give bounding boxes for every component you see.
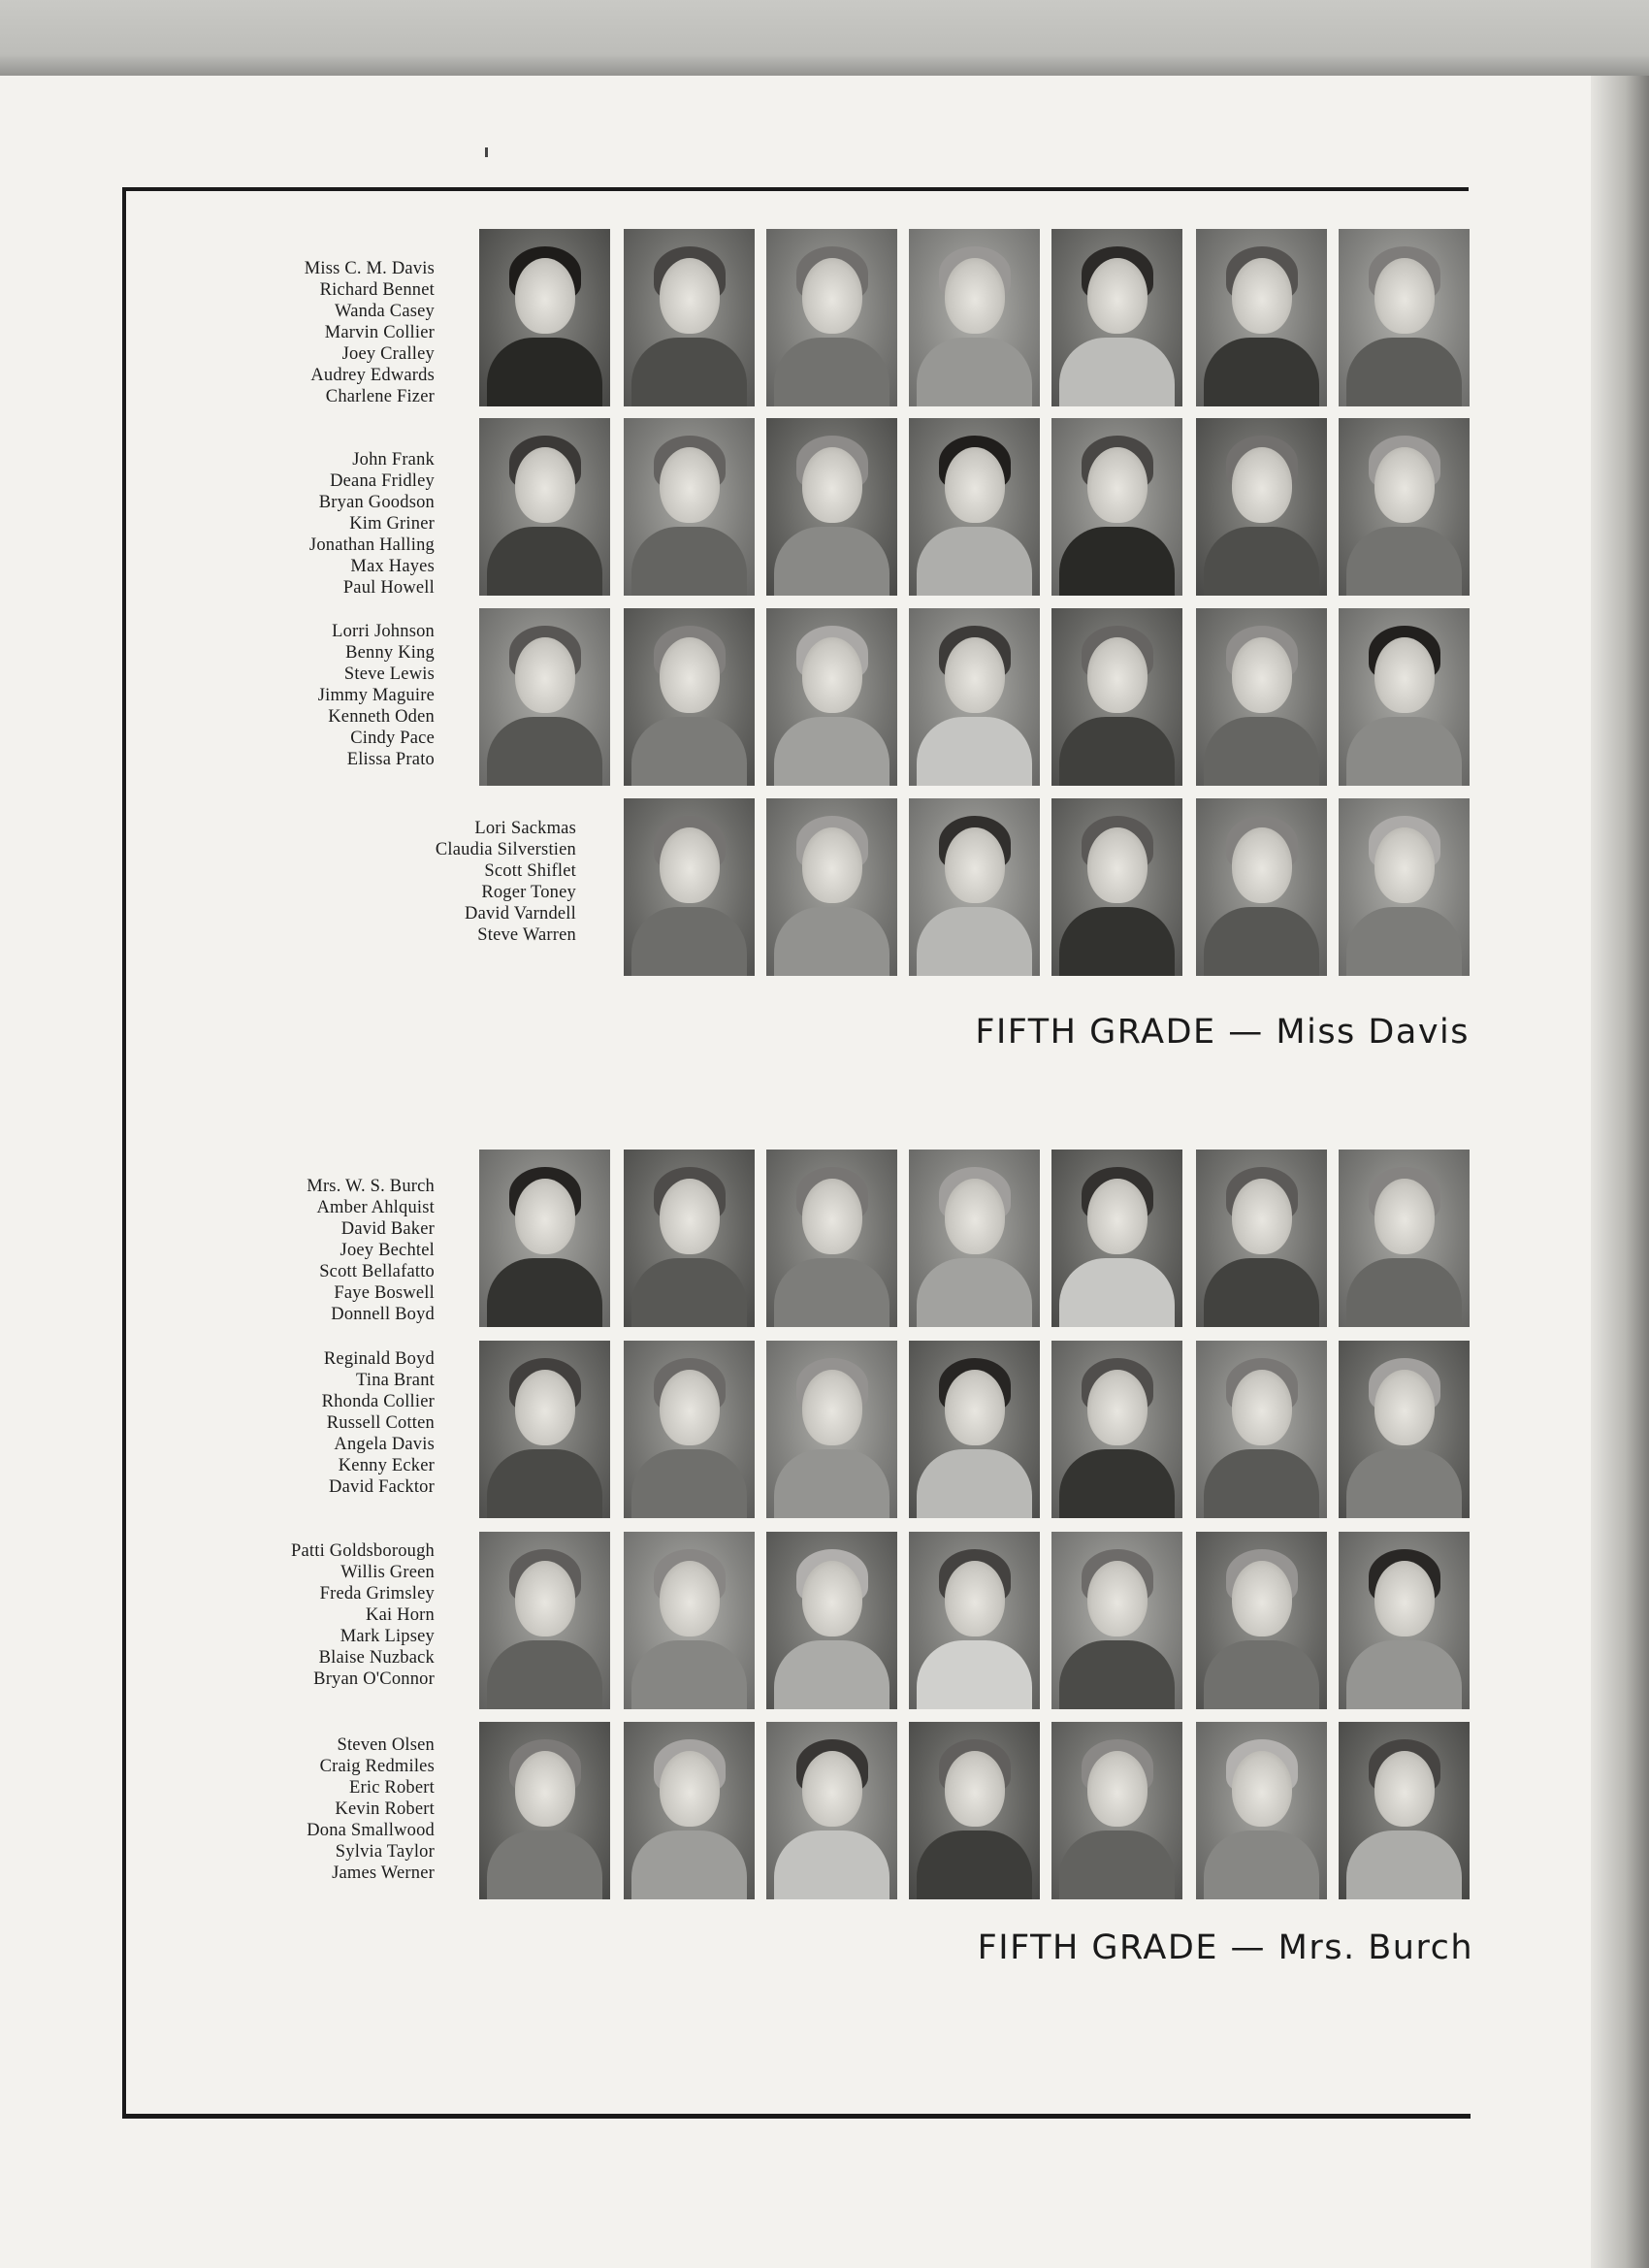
student-name: David Facktor — [329, 1477, 435, 1497]
portrait-photo — [1051, 1532, 1182, 1709]
section-heading: FIFTH GRADE — Mrs. Burch — [977, 1928, 1473, 1967]
student-name: Marvin Collier — [324, 323, 435, 342]
portrait-photo — [624, 229, 755, 406]
portrait-shirt — [1204, 1258, 1319, 1327]
portrait-face — [945, 827, 1005, 903]
student-name: Faye Boswell — [334, 1283, 435, 1303]
portrait-face — [660, 1179, 720, 1254]
portrait-photo — [479, 1150, 610, 1327]
portrait-face — [1374, 447, 1435, 523]
portrait-shirt — [631, 1640, 747, 1709]
portrait-face — [1087, 1561, 1148, 1636]
portrait-face — [1232, 827, 1292, 903]
portrait-shirt — [774, 1831, 889, 1899]
student-name: Joey Bechtel — [340, 1241, 435, 1260]
portrait-face — [1232, 1179, 1292, 1254]
student-name: Claudia Silverstien — [435, 840, 576, 859]
student-name: Bryan Goodson — [318, 493, 435, 512]
portrait-shirt — [917, 907, 1032, 976]
portrait-face — [1087, 1751, 1148, 1827]
portrait-face — [1232, 1370, 1292, 1445]
portrait-face — [660, 1751, 720, 1827]
portrait-photo — [1196, 608, 1327, 786]
portrait-photo — [766, 1341, 897, 1518]
student-name: Elissa Prato — [346, 750, 435, 769]
portrait-face — [1374, 1751, 1435, 1827]
student-name: Rhonda Collier — [321, 1392, 435, 1411]
name-list — [266, 818, 576, 946]
portrait-photo — [766, 229, 897, 406]
student-name: Angela Davis — [334, 1435, 435, 1454]
portrait-shirt — [487, 1258, 602, 1327]
portrait-photo — [624, 1341, 755, 1518]
portrait-shirt — [631, 1831, 747, 1899]
portrait-shirt — [1059, 527, 1175, 596]
portrait-photo — [766, 608, 897, 786]
portrait-face — [1087, 1370, 1148, 1445]
portrait-shirt — [487, 1831, 602, 1899]
portrait-face — [945, 447, 1005, 523]
portrait-shirt — [631, 338, 747, 406]
portrait-photo — [1051, 1341, 1182, 1518]
name-list — [124, 621, 435, 770]
portrait-shirt — [774, 527, 889, 596]
student-name: Tina Brant — [356, 1371, 435, 1390]
portrait-photo — [909, 608, 1040, 786]
portrait-photo — [1339, 229, 1470, 406]
portrait-shirt — [1059, 1831, 1175, 1899]
portrait-photo — [479, 229, 610, 406]
portrait-shirt — [1346, 717, 1462, 786]
portrait-photo — [624, 608, 755, 786]
portrait-shirt — [1059, 1640, 1175, 1709]
portrait-shirt — [1204, 1449, 1319, 1518]
student-name: Audrey Edwards — [310, 366, 435, 385]
student-name: Lori Sackmas — [474, 819, 576, 838]
portrait-face — [1087, 258, 1148, 334]
portrait-face — [945, 1179, 1005, 1254]
portrait-shirt — [487, 1640, 602, 1709]
student-name: Donnell Boyd — [331, 1305, 435, 1324]
portrait-face — [1374, 1370, 1435, 1445]
student-name: Reginald Boyd — [323, 1349, 435, 1369]
name-list — [124, 1734, 435, 1884]
portrait-face — [1232, 1751, 1292, 1827]
portrait-photo — [1051, 1150, 1182, 1327]
portrait-face — [802, 1179, 862, 1254]
student-name: Deana Fridley — [330, 471, 435, 491]
portrait-face — [1087, 827, 1148, 903]
portrait-face — [1232, 1561, 1292, 1636]
student-name: Benny King — [345, 643, 435, 663]
student-name: Richard Bennet — [319, 280, 435, 300]
portrait-face — [802, 827, 862, 903]
student-name: Cindy Pace — [350, 729, 435, 748]
portrait-photo — [909, 1722, 1040, 1899]
portrait-face — [1374, 827, 1435, 903]
portrait-photo — [479, 1341, 610, 1518]
portrait-face — [1374, 637, 1435, 713]
portrait-photo — [479, 1722, 610, 1899]
student-name: Dona Smallwood — [307, 1821, 435, 1840]
portrait-face — [1374, 1561, 1435, 1636]
portrait-shirt — [774, 907, 889, 976]
portrait-face — [945, 1561, 1005, 1636]
portrait-photo — [1196, 1341, 1327, 1518]
portrait-photo — [766, 1150, 897, 1327]
student-name: Blaise Nuzback — [318, 1648, 435, 1668]
student-name: Sylvia Taylor — [335, 1842, 435, 1862]
portrait-photo — [909, 418, 1040, 596]
portrait-photo — [624, 798, 755, 976]
portrait-photo — [1051, 418, 1182, 596]
portrait-face — [1232, 637, 1292, 713]
name-list — [124, 1176, 435, 1325]
portrait-photo — [909, 229, 1040, 406]
portrait-photo — [624, 418, 755, 596]
portrait-face — [515, 258, 575, 334]
portrait-shirt — [631, 527, 747, 596]
student-name: Scott Bellafatto — [319, 1262, 435, 1281]
portrait-shirt — [1204, 527, 1319, 596]
portrait-shirt — [1346, 527, 1462, 596]
portrait-photo — [1051, 1722, 1182, 1899]
scanner-top-shadow — [0, 0, 1649, 78]
portrait-photo — [1196, 229, 1327, 406]
name-list — [124, 449, 435, 599]
portrait-photo — [1196, 1150, 1327, 1327]
portrait-shirt — [774, 1449, 889, 1518]
portrait-shirt — [774, 1640, 889, 1709]
portrait-face — [1232, 258, 1292, 334]
student-name: Willis Green — [340, 1563, 435, 1582]
portrait-shirt — [1204, 338, 1319, 406]
student-name: Kenny Ecker — [338, 1456, 435, 1475]
portrait-photo — [1339, 1150, 1470, 1327]
portrait-shirt — [1204, 907, 1319, 976]
student-name: Jimmy Maguire — [317, 686, 435, 705]
portrait-face — [802, 1751, 862, 1827]
portrait-photo — [479, 1532, 610, 1709]
portrait-photo — [1051, 229, 1182, 406]
portrait-face — [945, 258, 1005, 334]
portrait-face — [515, 1179, 575, 1254]
portrait-photo — [624, 1150, 755, 1327]
portrait-shirt — [917, 717, 1032, 786]
portrait-shirt — [1346, 907, 1462, 976]
student-name: Kim Griner — [349, 514, 435, 534]
portrait-shirt — [1204, 1831, 1319, 1899]
portrait-photo — [1196, 1532, 1327, 1709]
portrait-photo — [766, 1532, 897, 1709]
student-name: Jonathan Halling — [308, 535, 435, 555]
portrait-face — [802, 637, 862, 713]
student-name: Kevin Robert — [335, 1799, 435, 1819]
portrait-shirt — [1059, 1449, 1175, 1518]
portrait-shirt — [917, 1449, 1032, 1518]
name-list — [124, 1540, 435, 1690]
student-name: Paul Howell — [342, 578, 435, 598]
portrait-face — [515, 637, 575, 713]
portrait-face — [660, 637, 720, 713]
portrait-shirt — [1346, 1449, 1462, 1518]
portrait-photo — [909, 1150, 1040, 1327]
student-name: Joey Cralley — [341, 344, 435, 364]
portrait-photo — [624, 1532, 755, 1709]
portrait-photo — [1339, 1341, 1470, 1518]
portrait-photo — [766, 418, 897, 596]
student-name: Kenneth Oden — [328, 707, 435, 727]
student-name: Amber Ahlquist — [316, 1198, 435, 1217]
portrait-shirt — [1346, 1258, 1462, 1327]
student-name: Steve Lewis — [343, 664, 435, 684]
portrait-face — [802, 447, 862, 523]
portrait-photo — [1196, 798, 1327, 976]
portrait-shirt — [631, 907, 747, 976]
portrait-shirt — [774, 1258, 889, 1327]
student-name: Wanda Casey — [335, 302, 435, 321]
student-name: David Varndell — [465, 904, 576, 923]
portrait-shirt — [487, 527, 602, 596]
portrait-shirt — [917, 338, 1032, 406]
student-name: Roger Toney — [481, 883, 576, 902]
student-name: Mark Lipsey — [340, 1627, 435, 1646]
portrait-shirt — [1204, 1640, 1319, 1709]
portrait-face — [945, 1370, 1005, 1445]
student-name: Mrs. W. S. Burch — [307, 1177, 435, 1196]
portrait-shirt — [487, 338, 602, 406]
portrait-face — [945, 637, 1005, 713]
portrait-face — [660, 827, 720, 903]
portrait-photo — [909, 798, 1040, 976]
portrait-photo — [1051, 608, 1182, 786]
portrait-photo — [624, 1722, 755, 1899]
portrait-face — [1087, 637, 1148, 713]
portrait-photo — [909, 1341, 1040, 1518]
portrait-shirt — [1346, 338, 1462, 406]
portrait-shirt — [917, 527, 1032, 596]
student-name: Max Hayes — [350, 557, 435, 576]
student-name: Miss C. M. Davis — [304, 259, 435, 278]
portrait-shirt — [1059, 717, 1175, 786]
portrait-photo — [479, 608, 610, 786]
portrait-photo — [1339, 608, 1470, 786]
portrait-face — [515, 447, 575, 523]
name-list — [124, 258, 435, 407]
portrait-shirt — [774, 717, 889, 786]
portrait-shirt — [487, 717, 602, 786]
portrait-shirt — [1059, 907, 1175, 976]
portrait-photo — [1339, 418, 1470, 596]
portrait-face — [660, 1370, 720, 1445]
portrait-photo — [1051, 798, 1182, 976]
frame-top-rule — [122, 187, 1469, 191]
portrait-face — [515, 1561, 575, 1636]
portrait-shirt — [631, 1258, 747, 1327]
portrait-photo — [1196, 1722, 1327, 1899]
portrait-shirt — [1059, 1258, 1175, 1327]
student-name: Freda Grimsley — [319, 1584, 435, 1604]
student-name: Russell Cotten — [326, 1413, 435, 1433]
student-name: Lorri Johnson — [332, 622, 435, 641]
student-name: Steven Olsen — [337, 1735, 435, 1755]
portrait-face — [1374, 1179, 1435, 1254]
student-name: Bryan O'Connor — [313, 1669, 435, 1689]
portrait-photo — [909, 1532, 1040, 1709]
portrait-photo — [766, 1722, 897, 1899]
portrait-face — [515, 1370, 575, 1445]
student-name: Scott Shiflet — [484, 861, 576, 881]
section-heading: FIFTH GRADE — Miss Davis — [975, 1013, 1470, 1052]
portrait-photo — [1339, 1532, 1470, 1709]
portrait-face — [660, 447, 720, 523]
portrait-face — [660, 1561, 720, 1636]
portrait-shirt — [1059, 338, 1175, 406]
portrait-shirt — [1346, 1831, 1462, 1899]
student-name: Kai Horn — [366, 1605, 435, 1625]
portrait-face — [1087, 1179, 1148, 1254]
portrait-face — [802, 1561, 862, 1636]
portrait-photo — [1339, 1722, 1470, 1899]
portrait-shirt — [1204, 717, 1319, 786]
student-name: James Werner — [332, 1863, 435, 1883]
portrait-face — [1232, 447, 1292, 523]
student-name: David Baker — [340, 1219, 435, 1239]
print-speck — [485, 147, 488, 157]
portrait-shirt — [917, 1831, 1032, 1899]
student-name: Craig Redmiles — [319, 1757, 435, 1776]
student-name: Patti Goldsborough — [290, 1541, 435, 1561]
portrait-photo — [766, 798, 897, 976]
student-name: Charlene Fizer — [325, 387, 435, 406]
portrait-photo — [1196, 418, 1327, 596]
portrait-face — [1374, 258, 1435, 334]
portrait-shirt — [917, 1640, 1032, 1709]
portrait-face — [945, 1751, 1005, 1827]
portrait-photo — [479, 418, 610, 596]
page-edge-shadow — [1591, 76, 1649, 2268]
portrait-shirt — [774, 338, 889, 406]
name-list — [124, 1348, 435, 1498]
portrait-face — [802, 1370, 862, 1445]
portrait-face — [1087, 447, 1148, 523]
portrait-shirt — [487, 1449, 602, 1518]
portrait-shirt — [631, 717, 747, 786]
student-name: Eric Robert — [349, 1778, 435, 1798]
frame-bottom-rule — [122, 2114, 1471, 2119]
student-name: Steve Warren — [477, 925, 576, 945]
portrait-face — [660, 258, 720, 334]
portrait-photo — [1339, 798, 1470, 976]
portrait-shirt — [631, 1449, 747, 1518]
portrait-shirt — [1346, 1640, 1462, 1709]
student-name: John Frank — [352, 450, 435, 470]
portrait-face — [515, 1751, 575, 1827]
portrait-face — [802, 258, 862, 334]
portrait-shirt — [917, 1258, 1032, 1327]
